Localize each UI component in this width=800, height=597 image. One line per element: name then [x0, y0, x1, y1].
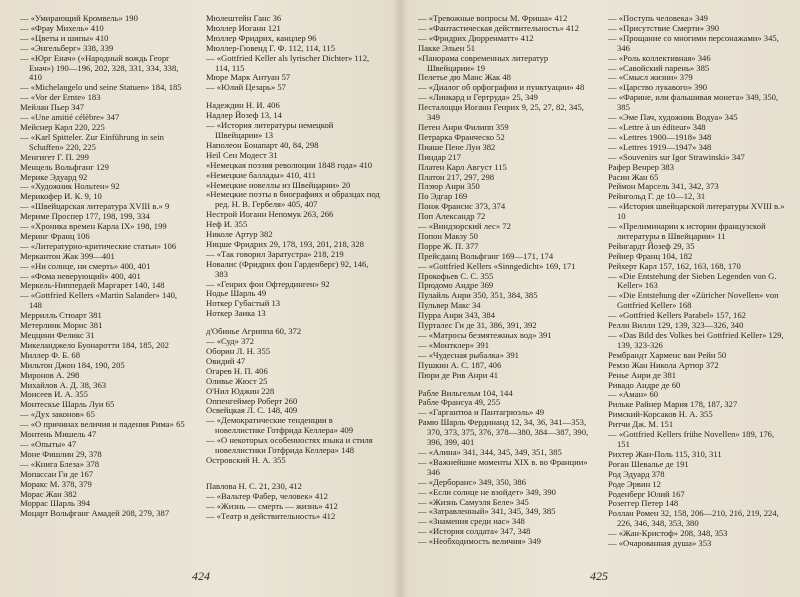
index-entry: — «Фантастическая действительность» 412	[418, 22, 579, 33]
index-entry: Пиндар 217	[418, 151, 461, 162]
index-entry: — «Царство лукавого» 390	[608, 82, 708, 93]
index-entry: Ноткер Заика 13	[206, 308, 266, 319]
index-entry: — «Фома неверующий» 400, 401	[20, 270, 141, 281]
index-entry: Оборин Л. Н. 355	[206, 346, 271, 356]
index-entry: — «Вальтер Фабер, человек» 412	[206, 490, 328, 501]
index-entry: — «Фарине, или фальшивая монета» 349, 350, 385	[608, 92, 779, 113]
index-entry: — «Театр и действительность» 412	[206, 510, 336, 521]
index-entry: — «Ни солнце, ни смерть» 400, 401	[20, 260, 151, 271]
index-entry: — «Michelangelo und seine Statuen» 184, 185	[20, 82, 182, 93]
index-entry: Миронов А. 298	[20, 369, 80, 380]
index-entry: — «Жизнь — смерть — жизнь» 412	[206, 500, 338, 511]
index-entry: — «Аман» 60	[608, 389, 659, 400]
index-entry: — «Гаргантюа и Пантагрюэль» 49	[418, 407, 545, 418]
index-entry: — «Gottfried Kellers «Sinngedicht» 169, 171	[418, 260, 576, 271]
index-entry: — «Дух законов» 65	[20, 409, 95, 420]
index-entry: Петрарка Франческо 52	[418, 131, 505, 142]
index-entry: — «Роль коллективная» 346	[608, 52, 711, 63]
left-page-column-2	[206, 14, 382, 522]
index-entry: Новалис (Фридрих фон Гарденберг) 92, 146, 383	[206, 258, 369, 279]
index-entry: Николе Артур 382	[206, 229, 273, 240]
index-entry: Мюллер Фридрих, канцлер 96	[206, 32, 317, 43]
index-entry: Расин Жан 65	[608, 171, 659, 182]
index-entry: — «Энгельберг» 338, 339	[20, 42, 114, 53]
index-entry: — «О некоторых особенностях языка и стиля новеллистики Готфрида Келлера» 148	[206, 435, 373, 456]
index-entry: «Панорама современных литератур Швейцарии» 19	[418, 52, 549, 73]
index-entry: Наполеон Бонапарт 40, 84, 298	[206, 139, 319, 150]
index-entry: Моррас Шарль 394	[20, 498, 91, 509]
index-entry: Роллан Ромен 32, 158, 206—210, 216, 219, 224, 226, 346, 348, 353, 380	[608, 508, 779, 529]
index-entry: — «О причинах величия и падения Рима» 65	[20, 419, 185, 430]
index-entry: — «Если солнце не взойдет» 349, 390	[418, 486, 556, 497]
index-entry: Пиаше Пене Луи 382	[418, 141, 496, 152]
index-entry: — «Монтклер» 391	[418, 339, 490, 350]
index-entry: — «Das Bild des Volkes bei Gottfried Keller» 129, 139, 323-326	[608, 330, 784, 350]
left-page-column-1	[20, 14, 190, 519]
index-entry: Пакке Эльен 51	[418, 42, 476, 53]
index-entry: Мильтон Джон 184, 190, 205	[20, 359, 125, 370]
index-entry: — «Художник Нольтен» 92	[20, 181, 120, 192]
index-entry: Попон Макзу 50	[418, 230, 478, 241]
index-entry: — «Суд» 372	[206, 336, 255, 347]
index-entry: — «Поступь человека» 349	[608, 13, 708, 23]
index-entry: Рафер Венрер 383	[608, 161, 675, 172]
index-entry: — «Жизнь Самуэля Беле» 345	[418, 496, 529, 507]
index-entry: По Эдгар 169	[418, 191, 468, 202]
index-entry: — «Умирающий Кромвель» 190	[20, 13, 138, 23]
index-entry: — «История швейцарской литературы XVIII в.» 10	[608, 201, 785, 222]
index-entry: Мюлештейн Ганс 36	[206, 13, 282, 23]
index-entry: — «Чудесная рыбалка» 391	[418, 349, 519, 360]
index-entry: — «Цветы и шипы» 410	[20, 32, 109, 43]
index-entry: Пулайль Анри 350, 351, 384, 385	[418, 290, 538, 301]
index-entry: Петен Анри Филипп 359	[418, 121, 509, 132]
index-entry: — «Gottfried Kellers «Martin Salander» 140, 148	[20, 290, 178, 311]
index-entry: Песталоцци Иоганн Генрих 9, 25, 27, 82, 345, 349	[418, 102, 584, 123]
index-entry: Рейнер Франц 104, 182	[608, 250, 693, 261]
index-entry: — «Необходимость величия» 349	[418, 536, 541, 547]
index-entry: Рейхерт Карл 157, 162, 163, 168, 170	[608, 260, 741, 271]
index-entry: Плэюр Анри 350	[418, 181, 480, 192]
index-entry: Неф И. 355	[206, 219, 248, 230]
index-entry: Рембрандт Харменс ван Рейн 50	[608, 349, 727, 360]
index-entry: Римский-Корсаков Н. А. 355	[608, 409, 713, 420]
index-entry: Прюдомо Андре 369	[418, 280, 494, 291]
index-entry: Микеланджело Буонаротти 184, 185, 202	[20, 339, 169, 350]
index-entry: — «Матросы безмятежных вод» 391	[418, 330, 552, 340]
index-entry: — «Важнейшие моменты XIX в. во Франции» 346	[418, 456, 588, 477]
index-entry: Нодье Шарль 49	[206, 288, 267, 299]
index-entry: Моисеев И. А. 355	[20, 389, 88, 400]
index-entry: — «Une amitié célèbre» 347	[20, 112, 120, 123]
index-entry: Ноткер Губастый 13	[206, 298, 281, 309]
index-entry: Оппенгеймер Роберт 260	[206, 395, 298, 406]
right-page-column-1	[418, 14, 596, 547]
index-entry: Островский Н. А. 355	[206, 454, 286, 465]
index-entry: Меррилль Стюарт 381	[20, 310, 102, 321]
index-entry: — «Vor der Ernte» 183	[20, 92, 101, 103]
index-entry: Мюллер Иоганн 121	[206, 22, 281, 33]
index-entry: — «Karl Spitteler. Zur Einführung in sein Schaffen» 220, 225	[20, 131, 164, 152]
index-entry: «Немецкие поэты в биографиях и образцах под ред. Н. В. Гербеля» 405, 407	[206, 189, 380, 210]
index-entry: — «Савойский парень» 385	[608, 62, 710, 73]
index-entry: Мюллер-Гювенд Г. Ф. 112, 114, 115	[206, 42, 335, 53]
index-entry: Поп Александр 72	[418, 211, 486, 222]
index-entry: Ривадо Андре де 60	[608, 379, 681, 390]
index-entry: — «Die Entstehung der Sieben Legenden von G. Keller» 163	[608, 270, 777, 291]
index-entry: — «История солдата» 347, 348	[418, 526, 531, 537]
index-entry: — «Так говорил Заратустра» 218, 219	[206, 248, 344, 259]
index-entry: — «Gottfried Kellers frühe Novellen» 189, 176, 151	[608, 429, 775, 449]
index-entry: Меринг Франц 106	[20, 230, 90, 241]
index-entry: Мерике Эдуард 92	[20, 171, 88, 182]
index-entry: Реллн Вилли 129, 139, 323—326, 340	[608, 320, 744, 331]
index-entry: Ницше Фридрих 29, 178, 193, 201, 218, 328	[206, 238, 364, 249]
index-entry: Неil Сен Модест 31	[206, 149, 278, 160]
index-entry: — «Фридрих Дюрренматт» 412	[418, 32, 534, 43]
index-entry: «Немецкая поэзия революции 1848 года» 410	[206, 159, 373, 170]
index-entry: — «Присутствие Смерти» 390	[608, 22, 720, 33]
index-entry: — «История литературы немецкой Швейцарии» 13	[206, 120, 334, 140]
index-entry: — «Линкард и Гертруда» 25, 349	[418, 92, 538, 103]
index-entry: — «Литературно-критические статьи» 106	[20, 240, 177, 251]
index-entry: — «Виндзорский лес» 72	[418, 221, 511, 232]
index-entry: — «Диалог об орфографии и пунктуации» 48	[418, 82, 585, 93]
index-entry: Ремзо Жан Никола Артюр 372	[608, 359, 719, 370]
index-entry: — «Опыты» 47	[20, 438, 77, 449]
index-entry: — «Lettres 1919—1947» 348	[608, 141, 712, 152]
index-entry: Меркантон Жак 399—401	[20, 250, 115, 261]
page-number: 424	[192, 569, 210, 583]
index-entry: Освейцкая Л. С. 148, 409	[206, 405, 298, 416]
index-entry: Надеждин Н. И. 406	[206, 100, 280, 111]
index-entry: — «Die Entstehung der «Züricher Novellen» von Gottfried Keller» 168	[608, 290, 779, 311]
index-entry: Меццини Феликс 31	[20, 330, 95, 340]
index-entry: Моне Фишлин 29, 378	[20, 448, 102, 459]
index-entry: Меркель-Ниппердей Маргарет 140, 148	[20, 280, 165, 291]
index-entry: Моракс М. 378, 379	[20, 478, 92, 489]
index-entry: — «Gottfried Kellers Parabel» 157, 162	[608, 310, 746, 321]
index-entry: — «Генрих фон Офтердинген» 92	[206, 278, 330, 289]
index-entry: Мерикофер И. К. 9, 10	[20, 191, 102, 202]
index-entry: — «Gottfried Keller als lyrischer Dichter» 112, 114, 115	[206, 52, 370, 73]
index-entry: — «Souvenirs sur Igor Strawinski» 347	[608, 151, 745, 162]
index-entry: Пурра Анри 343, 384	[418, 310, 495, 321]
index-entry: Михайлов А. Д. 38, 363	[20, 379, 107, 390]
index-entry: Рамю Шарль Фердинанд 12, 34, 36, 341—353, 370, 373, 375, 376, 378—380, 384—387, 390, 396, 399, 401	[418, 417, 589, 448]
index-entry: Род Эдуард 378	[608, 468, 665, 479]
index-entry: — «Прелиминарии к истории французской литературы в Швейцарии» 11	[608, 221, 766, 241]
index-entry: Прейсданц Вольфганг 169—171, 174	[418, 250, 554, 261]
index-entry: Рейнгардт Йозеф 29, 35	[608, 240, 695, 251]
index-entry: — «Lettre à un éditeur» 348	[608, 121, 706, 132]
right-page	[418, 14, 786, 584]
index-entry: Мопассан Ги де 167	[20, 468, 94, 479]
index-entry: Монтень Мишель 47	[20, 429, 97, 440]
index-entry: О'Нил Юджин 228	[206, 385, 275, 396]
index-entry: «Немецкие новеллы из Швейцарии» 20	[206, 179, 351, 190]
page-number: 425	[590, 569, 608, 583]
index-entry: д'Обинье Агриппа 60, 372	[206, 326, 302, 337]
index-entry: Морас Жан 382	[20, 488, 77, 499]
index-entry: — «Фрау Михель» 410	[20, 22, 104, 33]
index-entry: Платен Карл Август 115	[418, 161, 507, 172]
index-entry: Метерлинк Морис 381	[20, 320, 103, 331]
index-entry: Рихтер Жан-Поль 115, 310, 311	[608, 448, 722, 459]
index-entry: Менгигет Г. П. 299	[20, 151, 89, 162]
index-entry: Огарев Н. П. 406	[206, 365, 268, 376]
index-entry: Реймон Марсель 341, 342, 373	[608, 181, 719, 192]
index-entry: Пушкин А. С. 187, 406	[418, 359, 502, 370]
index-entry: Мейснер Карл 220, 225	[20, 121, 105, 132]
index-entry: — «Алина» 341, 344, 345, 349, 351, 385	[418, 446, 562, 457]
index-entry: Понж Франсис 373, 374	[418, 201, 506, 212]
index-entry: — «Юрг Енач» («Народный вождь Георг Енач») 190—196, 202, 328, 331, 334, 338, 410	[20, 52, 179, 83]
index-entry: — «Затравленный» 341, 345, 349, 385	[418, 506, 556, 517]
index-entry: Миллер Ф. Б. 68	[20, 349, 80, 360]
index-entry: Моцарт Вольфганг Амадей 208, 279, 387	[20, 508, 170, 519]
index-entry: — «Очарованная душа» 353	[608, 538, 712, 549]
index-entry: Рабле Вильгельм 104, 144	[418, 387, 513, 398]
right-page-column-2	[608, 14, 786, 549]
index-entry: Ритчи Дж. М. 151	[608, 419, 674, 430]
index-entry: Менцель Вольфганг 129	[20, 161, 109, 172]
index-entry: Рильке Райнер Мария 178, 187, 327	[608, 399, 738, 410]
left-page	[20, 14, 382, 584]
index-entry: Мейлан Пьер 347	[20, 102, 85, 113]
index-entry: Роде Эрвин 12	[608, 478, 661, 489]
index-entry: — «Lettres 1900—1918» 348	[608, 131, 712, 142]
index-entry: Оливье Жюст 25	[206, 375, 268, 386]
index-entry: Мюре Марк Антуан 57	[206, 72, 291, 83]
index-entry: Порре Ж. П. 377	[418, 240, 479, 251]
index-entry: — «Юлий Цезарь» 57	[206, 82, 286, 93]
index-entry: Пелетье дю Манс Жак 48	[418, 72, 511, 83]
index-entry: Мериме Проспер 177, 198, 199, 334	[20, 211, 150, 222]
index-entry: Пурталес Ги де 31, 386, 391, 392	[418, 320, 537, 331]
index-entry: Ренье Анри де 381	[608, 369, 677, 380]
index-entry: — «Прощание со многими персонажами» 345, 346	[608, 32, 779, 53]
section-gap	[206, 466, 382, 474]
index-entry: — «Жан-Кристоф» 208, 348, 353	[608, 528, 728, 539]
index-entry: Розеггер Петер 148	[608, 498, 679, 509]
index-entry: Роденберг Юлий 167	[608, 488, 685, 499]
index-entry: — «Книга Блеза» 378	[20, 458, 100, 469]
index-entry: — «Демократические тенденции в новеллистике Готфрида Келлера» 409	[206, 415, 353, 436]
index-entry: — «Швейцарская литература XVIII в.» 9	[20, 201, 170, 212]
index-entry: «Немецкие баллады» 410, 411	[206, 169, 316, 180]
index-entry: — «Знамения среди нас» 348	[418, 516, 525, 527]
index-entry: — «Хроника времен Карла IX» 198, 199	[20, 221, 167, 232]
index-entry: Пюри де Рив Анри 41	[418, 369, 499, 380]
index-entry: — «Смысл жизни» 379	[608, 72, 693, 83]
index-entry: Монтескье Шарль Луи 65	[20, 399, 115, 410]
index-entry: Овидий 47	[206, 355, 246, 366]
index-entry: — «Тревожные вопросы М. Фриша» 412	[418, 13, 568, 23]
index-entry: Рабле Франсуа 49, 255	[418, 397, 501, 408]
index-entry: Роган Шевалье де 191	[608, 458, 689, 469]
index-entry: Рейнгольд Г. де 10—12, 31	[608, 191, 706, 202]
index-entry: Павлова Н. С. 21, 230, 412	[206, 480, 302, 491]
index-entry: Пульвер Макс 34	[418, 300, 481, 311]
index-entry: Надлер Йозеф 13, 14	[206, 110, 282, 121]
index-entry: Нестрой Иоганн Непомук 263, 266	[206, 209, 334, 220]
index-entry: — «Эме Пач, художник Водуа» 345	[608, 112, 738, 123]
index-entry: Платон 217, 297, 298	[418, 171, 495, 182]
index-entry: Прокофьев С. С. 355	[418, 270, 494, 281]
index-entry: — «Дерборанс» 349, 350, 386	[418, 476, 527, 487]
